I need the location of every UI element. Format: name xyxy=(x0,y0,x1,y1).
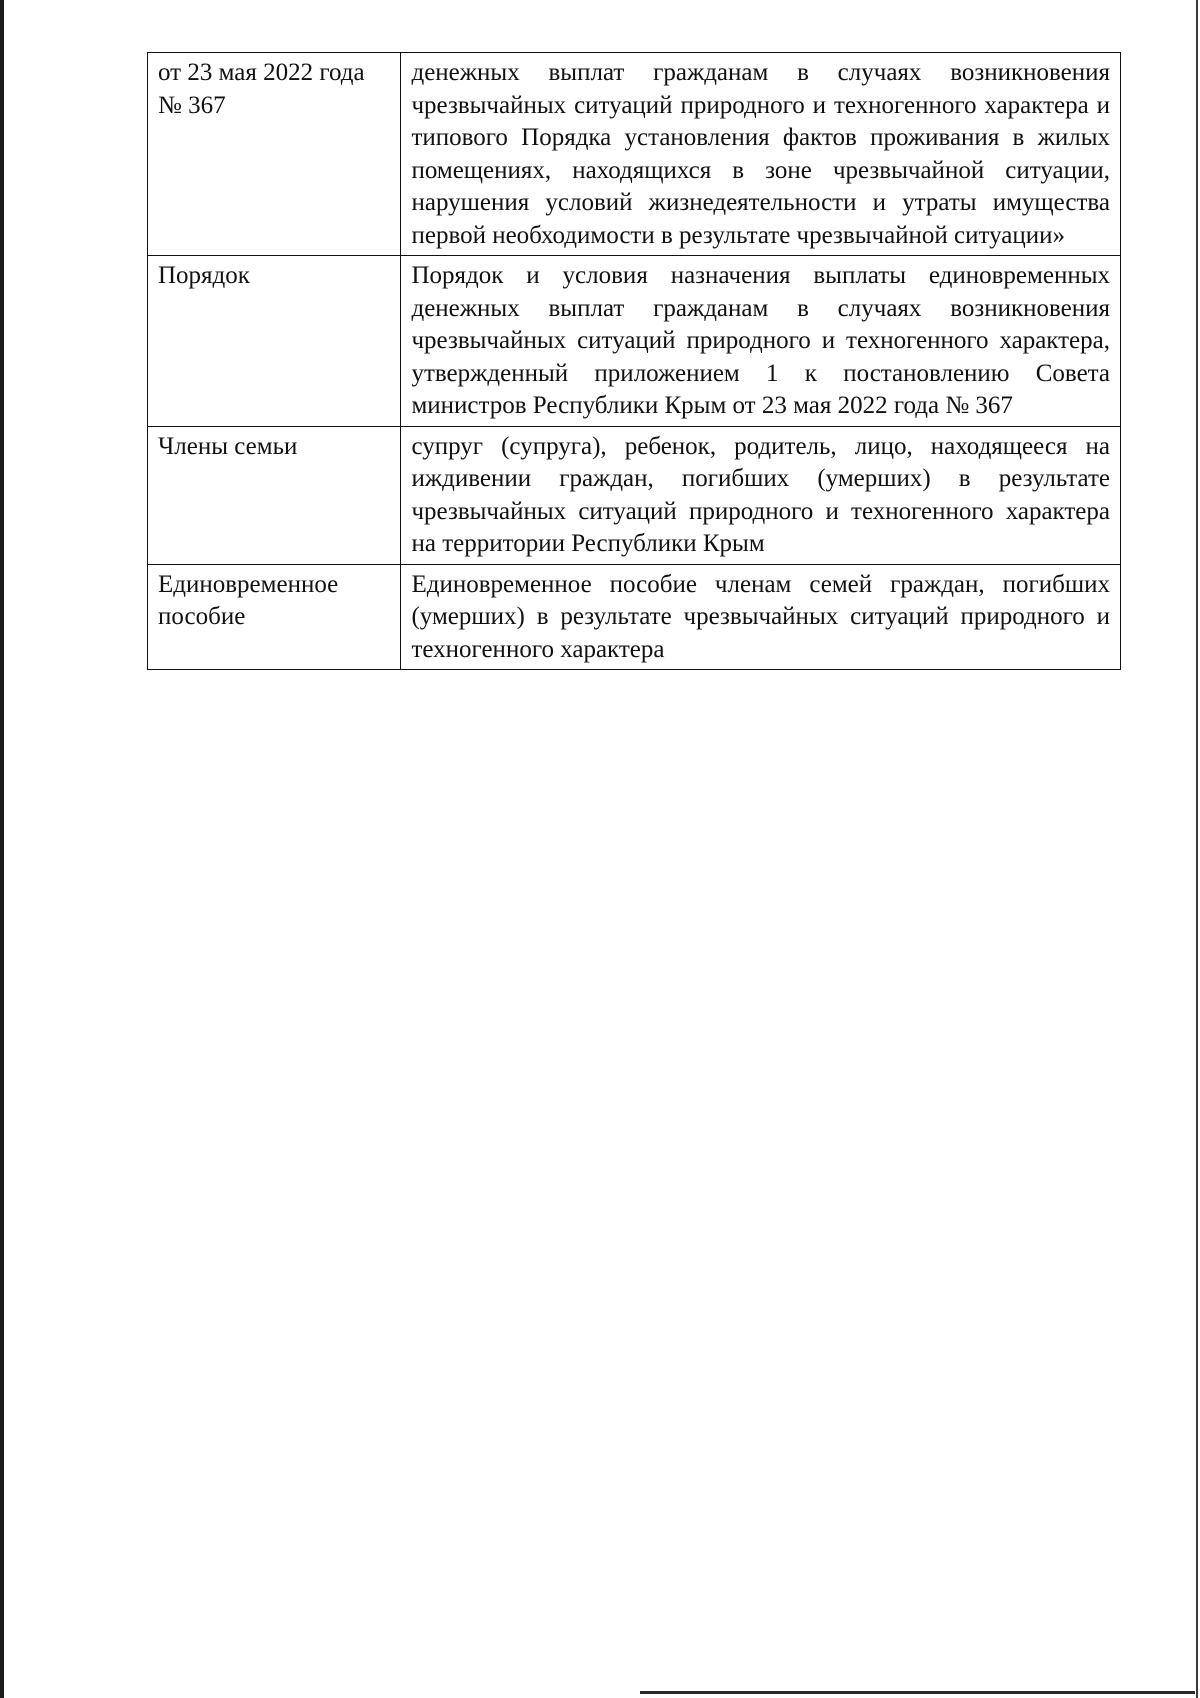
table-row xyxy=(148,564,1121,670)
definition-cell: Единовременное пособие членам семей граждан, погибших (умерших) в результате чрезвычайных ситуаций природного и техногенного характера xyxy=(401,564,1121,670)
term-cell: от 23 мая 2022 года № 367 xyxy=(148,53,401,256)
definition-cell: супруг (супруга), ребенок, родитель, лицо, находящееся на иждивении граждан, погибших (умерших) в результате чрезвычайных ситуаций природного и техногенного характера на территории Республики Крым xyxy=(401,426,1121,564)
definition-cell: Порядок и условия назначения выплаты единовременных денежных выплат гражданам в случаях возникновения чрезвычайных ситуаций природного и техногенного характера, утвержденный приложением 1 к постановлению Совета министров Республики Крым от 23 мая 2022 года № 367 xyxy=(401,256,1121,427)
table-row xyxy=(148,53,1121,256)
definitions-table xyxy=(147,52,1121,670)
term-cell: Единовременное пособие xyxy=(148,564,401,670)
term-cell: Члены семьи xyxy=(148,426,401,564)
scan-edge-right xyxy=(1196,0,1198,1698)
table-row xyxy=(148,256,1121,427)
table-row xyxy=(148,426,1121,564)
definition-cell: денежных выплат гражданам в случаях возникновения чрезвычайных ситуаций природного и техногенного характера и типового Порядка установления фактов проживания в жилых помещениях, находящихся в зоне чрезвычайной ситуации, нарушения условий жизнедеятельности и утраты имущества первой необходимости в результате чрезвычайной ситуации» xyxy=(401,53,1121,256)
scan-edge-left xyxy=(0,0,4,1698)
term-cell: Порядок xyxy=(148,256,401,427)
scan-edge-bottom xyxy=(640,1691,1195,1694)
